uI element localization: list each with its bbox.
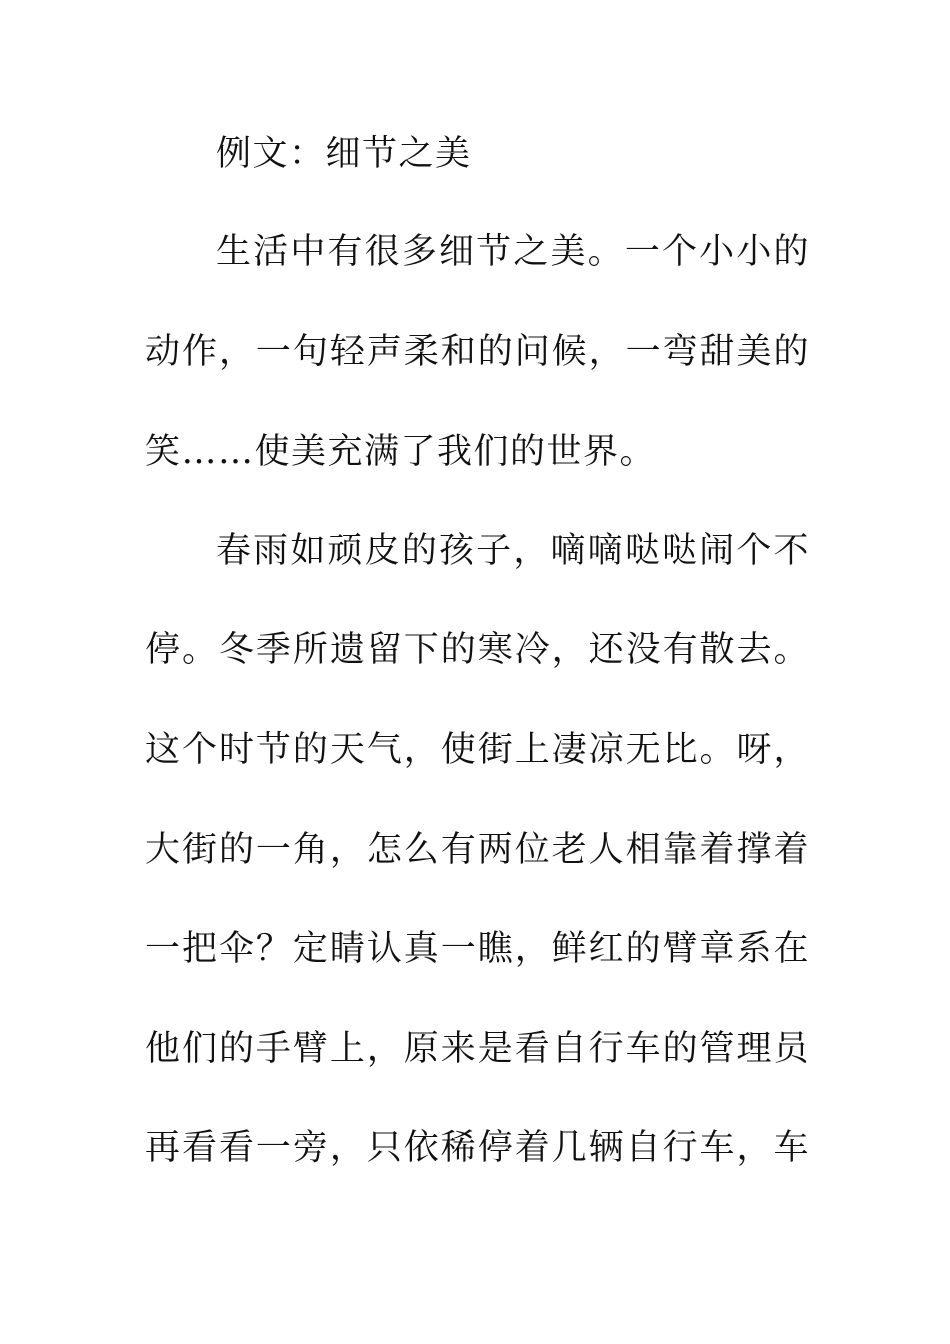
paragraph-2-line-7: 再看看一旁，只依稀停着几辆自行车，车 bbox=[145, 1128, 810, 1168]
paragraph-1-line-3: 笑……使美充满了我们的世界。 bbox=[145, 432, 657, 472]
paragraph-2-line-6: 他们的手臂上，原来是看自行车的管理员 bbox=[145, 1029, 810, 1069]
paragraph-2-line-3: 这个时节的天气，使街上凄凉无比。呀， bbox=[145, 730, 810, 770]
paragraph-2-line-1: 春雨如顽皮的孩子，嘀嘀哒哒闹个不 bbox=[216, 531, 810, 571]
paragraph-2-line-4: 大街的一角，怎么有两位老人相靠着撑着 bbox=[145, 830, 810, 870]
document-title: 例文：细节之美 bbox=[216, 134, 472, 174]
paragraph-1-line-2: 动作，一句轻声柔和的问候，一弯甜美的 bbox=[145, 332, 810, 372]
paragraph-2-line-2: 停。冬季所遗留下的寒冷，还没有散去。 bbox=[145, 630, 810, 670]
paragraph-1-line-1: 生活中有很多细节之美。一个小小的 bbox=[216, 232, 810, 272]
paragraph-2-line-5: 一把伞？定睛认真一瞧，鲜红的臂章系在 bbox=[145, 929, 810, 969]
